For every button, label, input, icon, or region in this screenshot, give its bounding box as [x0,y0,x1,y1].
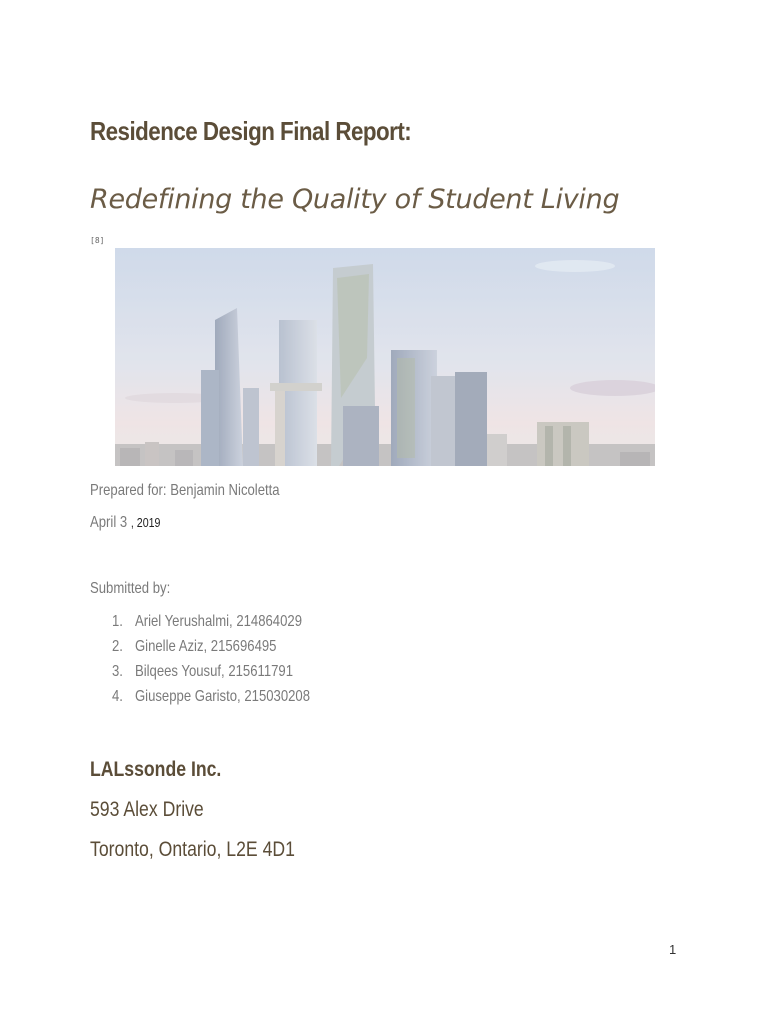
address-line-2: Toronto, Ontario, L2E 4D1 [90,838,295,861]
image-reference: [8] [90,236,105,245]
company-name: LALssonde Inc. [90,758,222,781]
list-item: 1. Ariel Yerushalmi, 214864029 [112,613,302,630]
list-item: 4. Giuseppe Garisto, 215030208 [112,688,311,705]
date-year: , 2019 [130,515,161,530]
report-date [90,514,160,532]
report-title: Residence Design Final Report: [90,116,412,146]
page-number: 1 [669,942,677,957]
report-subtitle: Redefining the Quality of Student Living [90,184,620,215]
team-list [112,612,310,712]
date-main: April 3 [90,514,128,531]
list-item: 3. Bilqees Yousuf, 215611791 [112,663,294,680]
address-line-1: 593 Alex Drive [90,798,204,821]
skyline-illustration [115,248,655,466]
list-item: 2. Ginelle Aziz, 215696495 [112,638,277,655]
submitted-by-label: Submitted by: [90,580,171,597]
prepared-for: Prepared for: Benjamin Nicoletta [90,482,280,499]
